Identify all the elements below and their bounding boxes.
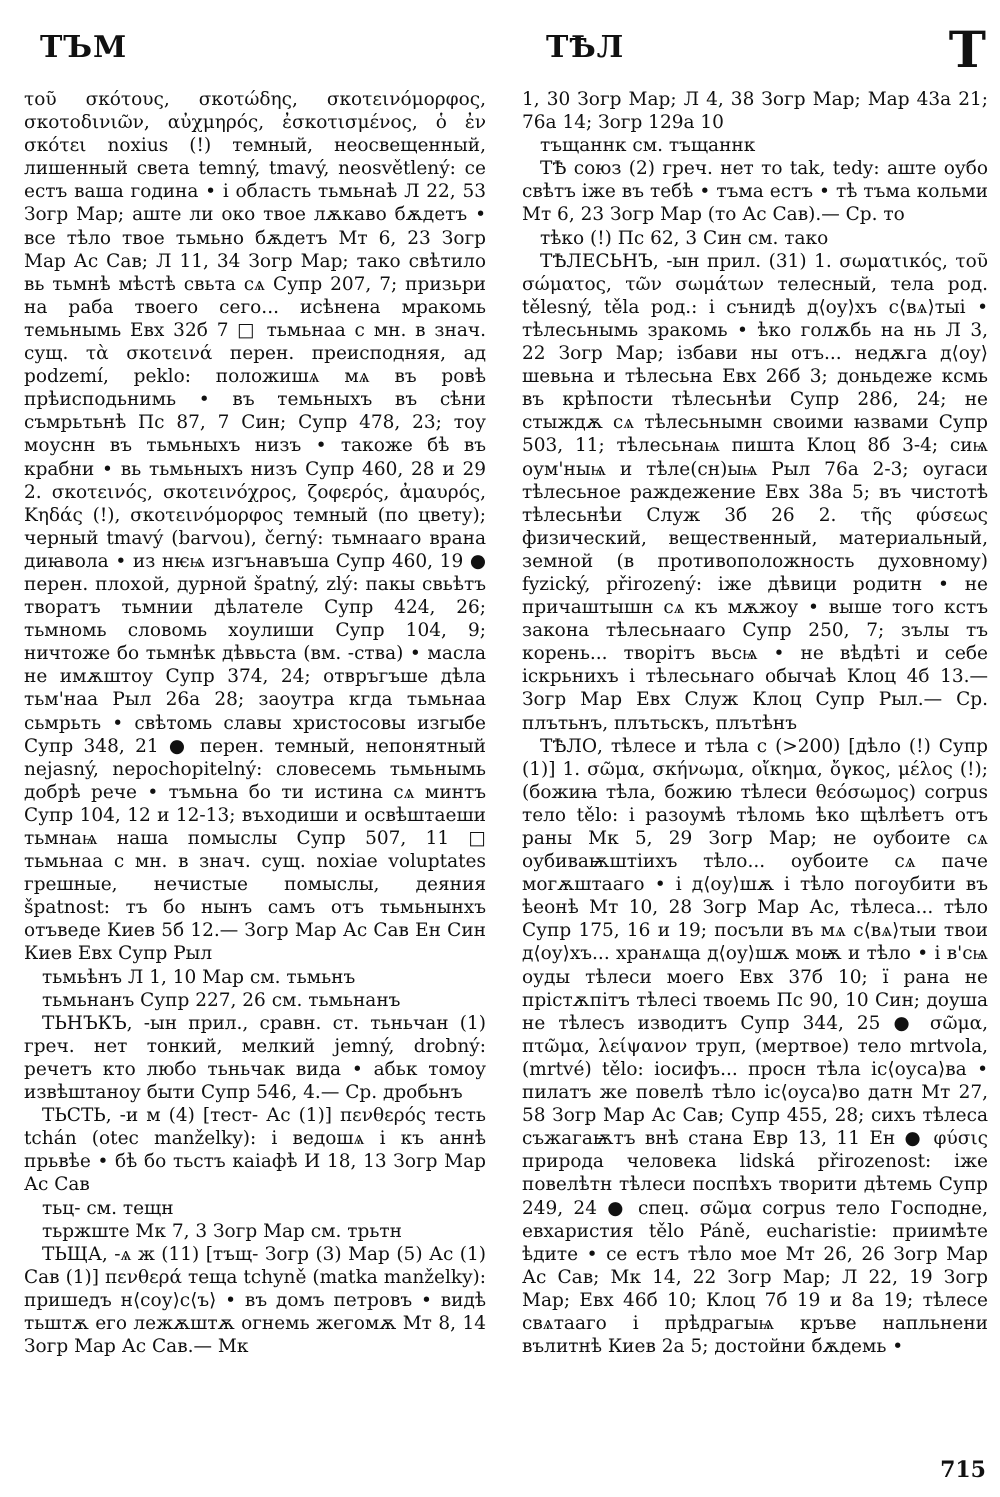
dictionary-entry: ТЬЩА, -ѧ ж (11) [тъщ- Зогр (3) Мар (5) Ас (1) Сав (1)] πενθερά теща tchyně (matka manželky): пришедъ н⟨соу⟩с⟨ъ⟩ • въ домъ петровъ • видѣ тьштѫ его лежѫштѫ огнемь жегомѫ Мт 8, 14 Зогр Мар Ас Сав.— Мк <box>24 1243 486 1358</box>
left-column <box>24 88 486 1358</box>
dictionary-entry: 1, 30 Зогр Мар; Л 4, 38 Зогр Мар; Мар 43а 21; 76а 14; Зогр 129а 10 <box>522 89 988 134</box>
dictionary-entry: ТѢЛЕСЬНЪ, -ын прил. (31) 1. σωματικός, τοῦ σώματος, τῶν σωμάτων телесный, тела род. tělesný, těla род.: і сънидѣ д⟨оу⟩хъ с⟨вѧ⟩тыі • тѣлесьнымь зракомь • ѣко голѫбь на нь Л 3, 22 Зогр Мар; ізбави ны отъ... недѫга д⟨оу⟩шевьна и тѣлесьна Евх 26б 3; доньдеже ксмь въ крѣпости тѣлесьнѣи Супр 286, 24; не стыждѫ сѧ тѣлесьнымн своими ꙗзвами Супр 503, 11; тѣлесьнаѩ пишта Клоц 8б 3-4; сиѩ оум'ныѩ и тѣле(сн)ыѩ Рыл 76а 2-3; оугаси тѣлесьное раждежение Евх 38а 5; въ чистотѣ тѣлесьнѣи Служ 3б 26 2. τῆς φύσεως физический, вещественный, материальный, земной (в противоположность духовному) fyzický, přirozený: іже дѣвици родитн • не причаштышн сѧ къ мѫжоу • выше того кстъ закона тѣлесьнааго Супр 250, 7; зълы тъ корень... творітъ вьсѩ • не вѣдѣті и себе іскрьнихъ і тѣлесьнаго обычаѣ Клоц 4б 13.— Зогр Мар Евх Служ Клоц Супр Рыл.— Ср. плътьнъ, плътьскъ, плътѣнъ <box>522 250 988 734</box>
running-head-center: ТѢЛ <box>546 30 625 65</box>
dictionary-entry: ТѢ союз (2) греч. нет то tak, tedy: аште оубо свѣтъ іже въ тебѣ • тъма естъ • тѣ тъма кольми Мт 6, 23 Зогр Мар (то Ас Сав).— Ср. то <box>522 158 988 226</box>
dictionary-entry: тьц- см. тещн <box>42 1197 174 1219</box>
dictionary-entry: τοῦ σκότους, σκοτώδης, σκοτεινόμορφος, σκοτοδινιῶν, αὐχμηρός, ἐσκοτισμένος, ὁ ἐν σκότει noxius (!) темный, неосвещенный, лишенный света temný, tmavý, neosvětlený: се естъ ваша година • і область тьмьнаѣ Л 22, 53 Зогр Мар; аште ли око твое лѫкаво бѫдетъ • все тѣло твое тьмьно бѫдетъ Мт 6, 23 Зогр Мар Ас Сав; Л 11, 34 Зогр Мар; тако свѣтило вь тьмнѣ мѣстѣ свьта сѧ Супр 207, 7; призьри на раба твоего сего... исѣнена мракомь темьнымь Евх 32б 7 □ тьмьнаа с мн. в знач. сущ. τὰ σκοτεινά перен. преисподняя, ад podzemí, peklo: положишѧ мѧ въ ровѣ прѣисподьнимь • въ темьныхъ въ сѣни съмрьтьнѣ Пс 87, 7 Син; Супр 478, 23; тоу моуснн въ тьмьныхъ низъ • такоже бѣ въ крабни • вь тьмьныхъ низъ Супр 460, 28 и 29 2. σκοτεινός, σκοτεινόχρος, ζοφερός, ἀμαυρός, Κηδάς (!), σκοτεινόμορφος темный (по цвету); черный tmavý (barvou), černý: тьмнааго врана диꙗвола • из нѥѩ изгънавъша Супр 460, 19 ● перен. плохой, дурной špatný, zlý: пакы свьѣтъ творатъ тьмнии дѣлателе Супр 424, 26; тьмномь словомь хоулиши Супр 104, 9; ничтоже бо тьмнѣк дѣвьста (вм. -ства) • масла не имѫштоу Супр 374, 24; отвръгъше дѣла тьм'наа Рыл 26а 28; заоутра кгда тьмьнаа сьмрьть • свѣтомь славы христосовы изгыбе Супр 348, 21 ● перен. темный, непонятный nejasný, nepochopitelný: словесемь тьмьнымь добрѣ рече • тъмьна бо ти истина сѧ минтъ Супр 104, 12 и 12-13; въходиши и освѣштаеши тьмнаѩ наша помыслы Супр 507, 11 □ тьмьнаа с мн. в знач. сущ. noxiae voluptates грешные, нечистые помыслы, деяния špatnost: тъ бо нынъ самъ отъ тьмьнынхъ отъведе Киев 5б 12.— Зогр Мар Ас Сав Ен Син Киев Евх Супр Рыл <box>24 89 486 965</box>
section-letter: Т <box>948 20 986 79</box>
right-column <box>522 88 988 1358</box>
page-number: 715 <box>940 1457 986 1483</box>
dictionary-entry: тѣко (!) Пс 62, 3 Син см. тако <box>540 227 829 249</box>
dictionary-entry: тъщаннк см. тъщаннк <box>540 135 756 157</box>
dictionary-entry: ТѢЛО, тѣлесе и тѣла с (>200) [дѣло (!) Супр (1)] 1. σῶμα, σκήνωμα, οἴκημα, ὄγκος, μέλος (!); (божиꙗ тѣла, божию тѣлеси θεόσωμος) corpus тело tělo: і разоумѣ тѣломь ѣко щѣлѣетъ отъ раны Мк 5, 29 Зогр Мар; не оубоите сѧ оубиваѭштіихъ тѣло... оубоите сѧ паче могѫштааго • і д⟨оу⟩шѫ і тѣло погоубити въ ѣеонѣ Мт 10, 28 Зогр Мар Ас, тѣлеса... тѣло Супр 175, 16 и 19; посъли въ мѧ с⟨вѧ⟩тыи твои д⟨оу⟩хъ... хранѧща д⟨оу⟩шѫ моѭ и тѣло • і в'сѩ оуды тѣлеси моего Евх 37б 10; ї рана не прістѫпітъ тѣлесі твоемь Пс 90, 10 Син; доуша не тѣлесъ изводитъ Супр 344, 25 ● σῶμα, πτῶμα, λείψανον труп, (мертвое) тело mrtvola, (mrtvé) tělo: іосифъ... просн тѣла іс⟨оуса⟩ва • пилатъ же повелѣ тѣло іс⟨оуса⟩во датн Мт 27, 58 Зогр Мар Ас Сав; Супр 455, 28; сихъ тѣлеса съжагаѭтъ внѣ стана Евр 13, 11 Ен ● φύσις природа человека lidská přirozenost: іже повелѣтн тѣлеси поспѣхъ творити дѣтемь Супр 249, 24 ● спец. σῶμα corpus тело Господне, евхаристия tělo Páně, eucharistie: приимѣте ѣдите • се естъ тѣло мое Мт 26, 26 Зогр Мар Ас Сав; Мк 14, 22 Зогр Мар; Л 22, 19 Зогр Мар; Евх 46б 10; Клоц 7б 19 и 8а 19; тѣлесе свѧтааго і прѣдрагыѩ кръве напльнени вълитнѣ Киев 2а 5; достойни бѫдемь • <box>522 735 988 1358</box>
running-head-left: ТЪМ <box>40 30 128 65</box>
dictionary-entry: тьмьѣнъ Л 1, 10 Мар см. тьмьнъ <box>42 966 356 988</box>
dictionary-entry: ТЬСТЬ, -и м (4) [тест- Ас (1)] πενθερός тесть tchán (otec manželky): і ведошѧ і къ аннѣ прьвѣе • бѣ бо тьстъ каіафѣ И 18, 13 Зогр Мар Ас Сав <box>24 1105 486 1196</box>
dictionary-entry: ТЬНЪКЪ, -ын прил., сравн. ст. тьньчан (1) греч. нет тонкий, мелкий jemný, drobný: речетъ кто любо тьньчак вида • абьк томоу извѣштаноу быти Супр 546, 4.— Ср. дробьнъ <box>24 1012 486 1104</box>
dictionary-entry: тьржште Мк 7, 3 Зогр Мар см. трьтн <box>42 1220 403 1242</box>
dictionary-entry: тьмьнанъ Супр 227, 26 см. тьмьнанъ <box>42 989 401 1011</box>
